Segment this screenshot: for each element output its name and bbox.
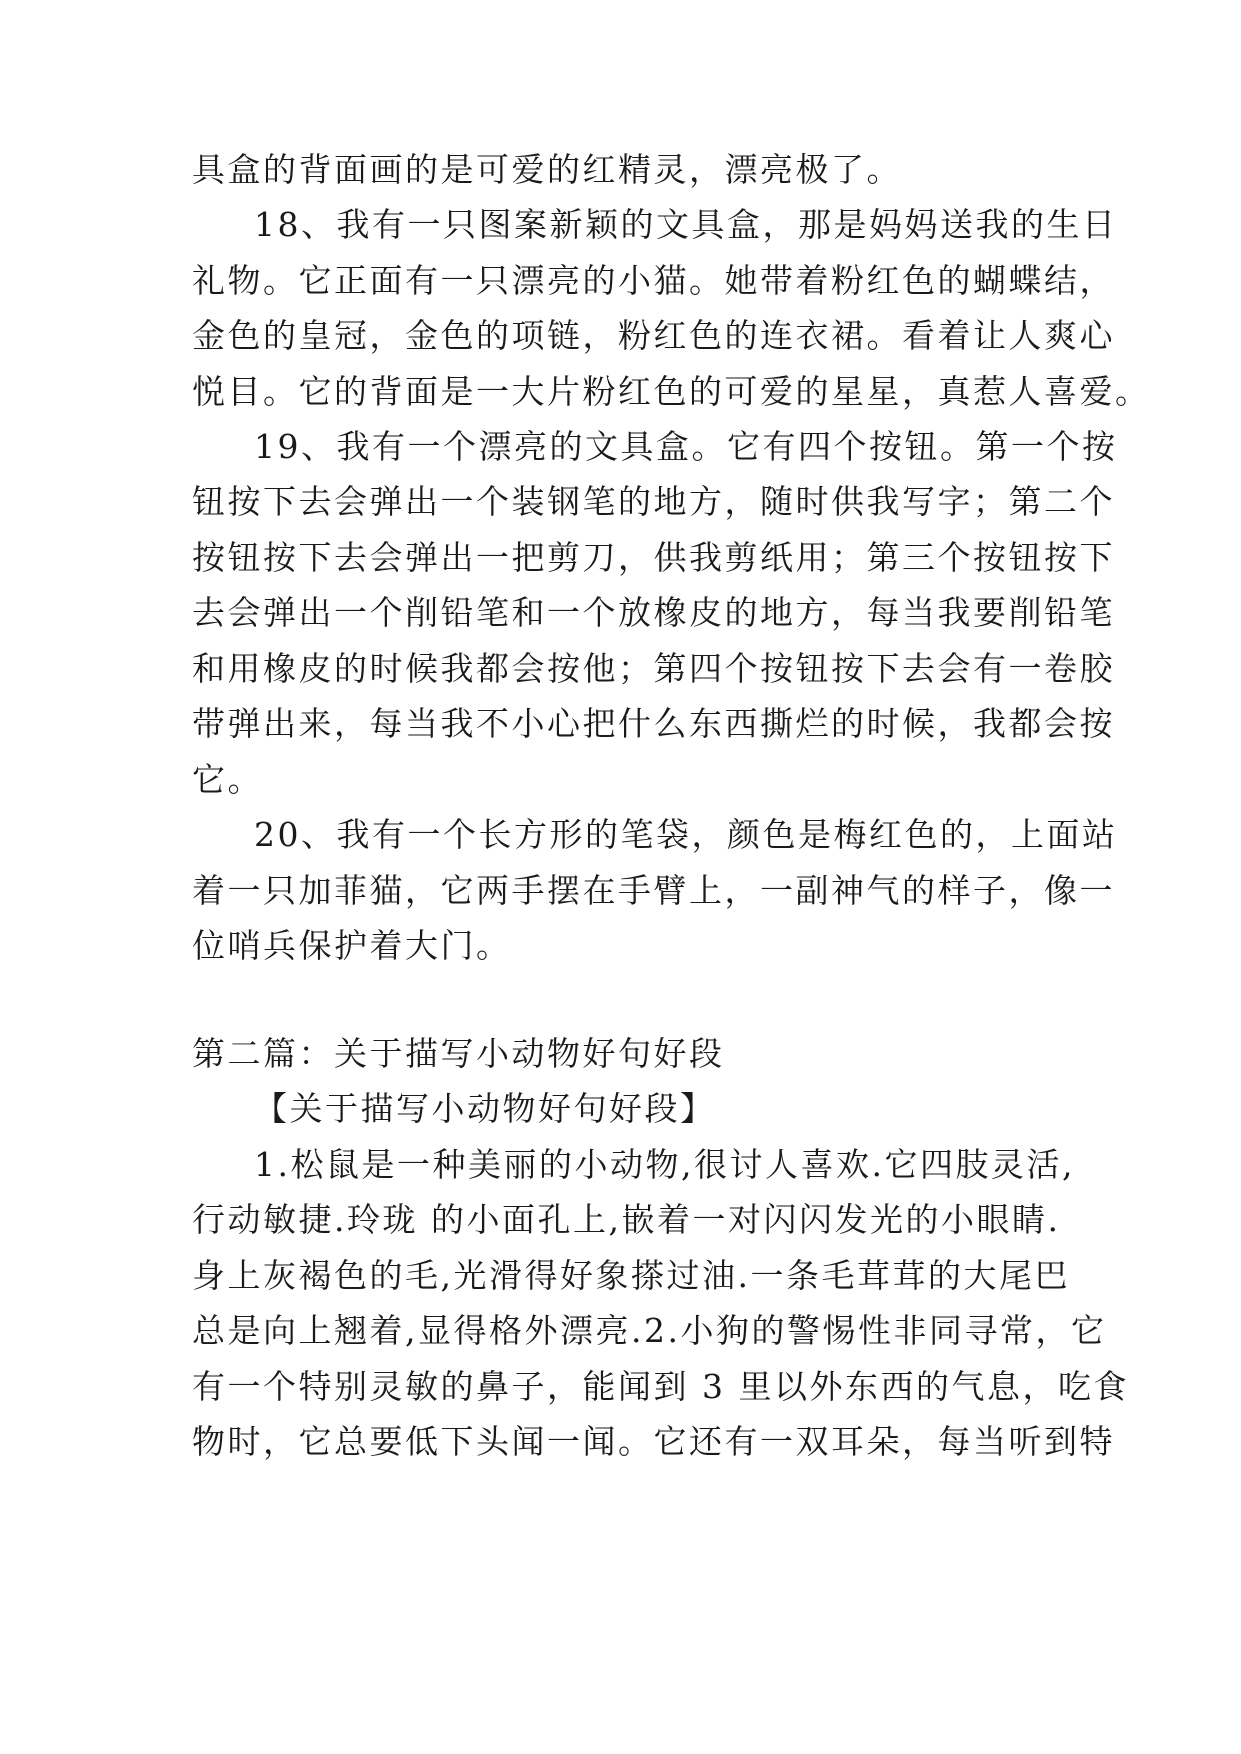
section-paragraph-line-3: 身上灰褐色的毛,光滑得好象搽过油.一条毛茸茸的大尾巴 — [192, 1256, 1070, 1295]
paragraph-19-line-2: 钮按下去会弹出一个装钢笔的地方，随时供我写字；第二个 — [192, 482, 1115, 521]
section-paragraph-line-4: 总是向上翘着,显得格外漂亮.2.小狗的警惕性非同寻常，它 — [192, 1311, 1107, 1350]
paragraph-19-line-6: 带弹出来，每当我不小心把什么东西撕烂的时候，我都会按 — [192, 704, 1115, 743]
paragraph-19-line-3: 按钮按下去会弹出一把剪刀，供我剪纸用；第三个按钮按下 — [192, 538, 1115, 577]
section-subtitle: 【关于描写小动物好句好段】 — [254, 1089, 716, 1128]
paragraph-19-line-5: 和用橡皮的时候我都会按他；第四个按钮按下去会有一卷胶 — [192, 649, 1115, 688]
section-paragraph-line-1: 1.松鼠是一种美丽的小动物,很讨人喜欢.它四肢灵活, — [254, 1145, 1075, 1184]
paragraph-18-line-4: 悦目。它的背面是一大片粉红色的可爱的星星，真惹人喜爱。 — [192, 372, 1151, 411]
paragraph-20-line-1: 20、我有一个长方形的笔袋，颜色是梅红色的，上面站 — [254, 815, 1118, 854]
section-paragraph-line-2: 行动敏捷.玲珑 的小面孔上,嵌着一对闪闪发光的小眼睛. — [192, 1200, 1061, 1239]
section-paragraph-line-6: 物时，它总要低下头闻一闻。它还有一双耳朵，每当听到特 — [192, 1422, 1115, 1461]
paragraph-18-line-3: 金色的皇冠，金色的项链，粉红色的连衣裙。看着让人爽心 — [192, 316, 1115, 355]
paragraph-20-line-3: 位哨兵保护着大门。 — [192, 926, 512, 965]
paragraph-18-line-1: 18、我有一只图案新颖的文具盒，那是妈妈送我的生日 — [254, 205, 1118, 244]
paragraph-19-line-1: 19、我有一个漂亮的文具盒。它有四个按钮。第一个按 — [254, 427, 1118, 466]
paragraph-17-line-1: 具盒的背面画的是可爱的红精灵，漂亮极了。 — [192, 150, 902, 189]
paragraph-18-line-2: 礼物。它正面有一只漂亮的小猫。她带着粉红色的蝴蝶结， — [192, 261, 1115, 300]
paragraph-19-line-4: 去会弹出一个削铅笔和一个放橡皮的地方，每当我要削铅笔 — [192, 593, 1115, 632]
section-paragraph-line-5: 有一个特别灵敏的鼻子，能闻到 3 里以外东西的气息，吃食 — [192, 1367, 1129, 1406]
section-title: 第二篇：关于描写小动物好句好段 — [192, 1034, 725, 1073]
paragraph-19-line-7: 它。 — [192, 760, 263, 799]
paragraph-20-line-2: 着一只加菲猫，它两手摆在手臂上，一副神气的样子，像一 — [192, 871, 1115, 910]
